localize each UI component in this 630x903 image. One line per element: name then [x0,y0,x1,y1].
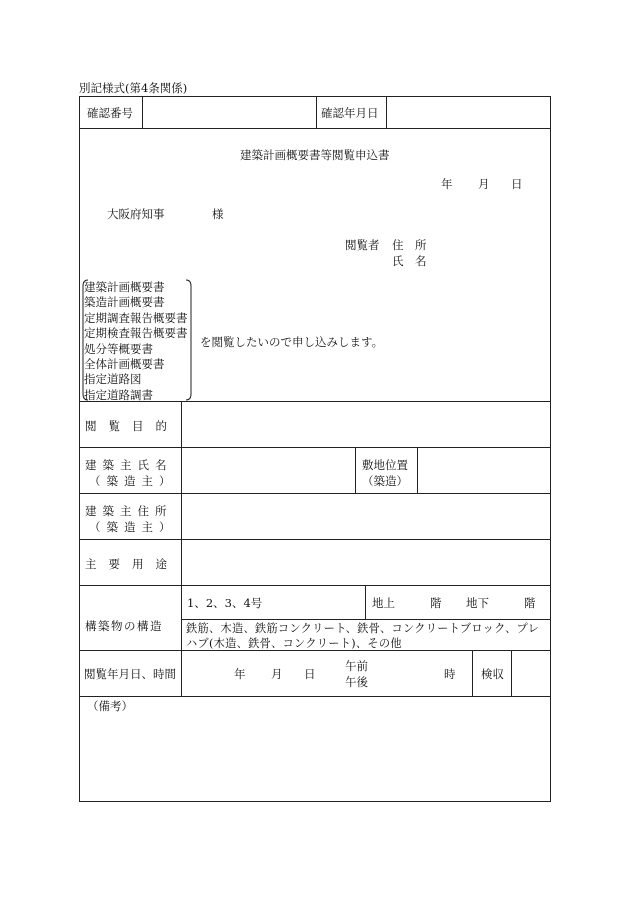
site-sublabel: （築造） [362,474,408,488]
divider [316,96,317,128]
owner-address-label: 建築主住所 [85,504,173,518]
structure-label: 構築物の構造 [85,619,163,633]
divider [365,585,366,619]
document-type-item: 全体計画概要書 [84,357,165,372]
document-type-item: 建築計画概要書 [84,280,165,294]
confirm-number-field[interactable] [146,100,312,124]
below-ground-label: 地下 [466,596,489,610]
form-caption: 別記様式(第4条関係) [79,81,188,95]
divider [142,96,143,128]
owner-name-field[interactable] [185,451,351,489]
site-field[interactable] [421,451,547,489]
owner-name-sublabel: （築造主） [89,474,177,488]
viewer-label: 閲覧者 [345,238,380,252]
divider [79,128,551,129]
document-type-item: 指定道路調書 [84,387,153,402]
owner-address-sublabel: （築造主） [89,520,177,534]
addressee: 大阪府知事 [107,207,165,221]
view-datetime-label: 閲覧年月日、時間 [84,667,176,681]
remarks-field[interactable] [83,716,547,798]
divider [79,539,551,540]
date-year-label: 年 [441,177,453,191]
purpose-label: 閲覧目的 [85,419,179,433]
divider [181,401,182,696]
honorific: 様 [212,207,224,221]
divider [417,447,418,493]
remarks-label: （備考） [87,699,133,713]
site-label: 敷地位置 [362,458,408,472]
receipt-stamp-field[interactable] [515,654,547,692]
view-day-label: 日 [304,667,316,681]
owner-name-label: 建築主氏名 [85,458,173,472]
date-month-label: 月 [478,177,490,191]
name-label: 氏 名 [392,254,427,268]
document-type-item: 築造計画概要書 [84,295,165,310]
application-title: 建築計画概要書等閲覧申込書 [240,148,390,162]
divider [79,447,551,448]
am-label: 午前 [345,659,368,673]
structure-type-text: 1、2、3、4号 [187,596,263,610]
hour-label: 時 [444,667,456,681]
owner-address-field[interactable] [185,497,547,535]
view-month-label: 月 [271,667,283,681]
view-year-label: 年 [234,667,246,681]
divider [472,650,473,696]
structure-material-line: ハブ(木造、鉄骨、コンクリート)、その他 [186,637,402,650]
pm-label: 午後 [345,675,368,689]
floor-label: 階 [524,596,536,610]
divider [79,493,551,494]
purpose-field[interactable] [185,405,547,443]
divider [79,585,551,586]
divider [79,696,551,697]
confirm-date-field[interactable] [390,100,546,124]
receipt-label: 検収 [481,667,504,681]
document-type-list [84,280,188,403]
date-day-label: 日 [511,177,523,191]
document-type-item: 定期検査報告概要書 [84,326,188,341]
structure-material-line: 鉄筋、木造、鉄筋コンクリート、鉄骨、コンクリートブロック、プレ [186,622,540,635]
divider [355,447,356,493]
document-type-item: 処分等概要書 [84,341,153,356]
confirm-number-label: 確認番号 [87,106,133,120]
floor-label: 階 [430,596,442,610]
request-sentence: を閲覧したいので申し込みします。 [200,335,384,349]
main-use-label: 主要用途 [85,557,179,571]
address-label: 住 所 [392,238,427,252]
document-type-item: 指定道路図 [84,372,142,387]
divider [386,96,387,128]
main-use-field[interactable] [185,543,547,581]
divider [511,650,512,696]
above-ground-label: 地上 [372,596,395,610]
document-type-item: 定期調査報告概要書 [84,310,188,325]
confirm-date-label: 確認年月日 [321,106,379,120]
